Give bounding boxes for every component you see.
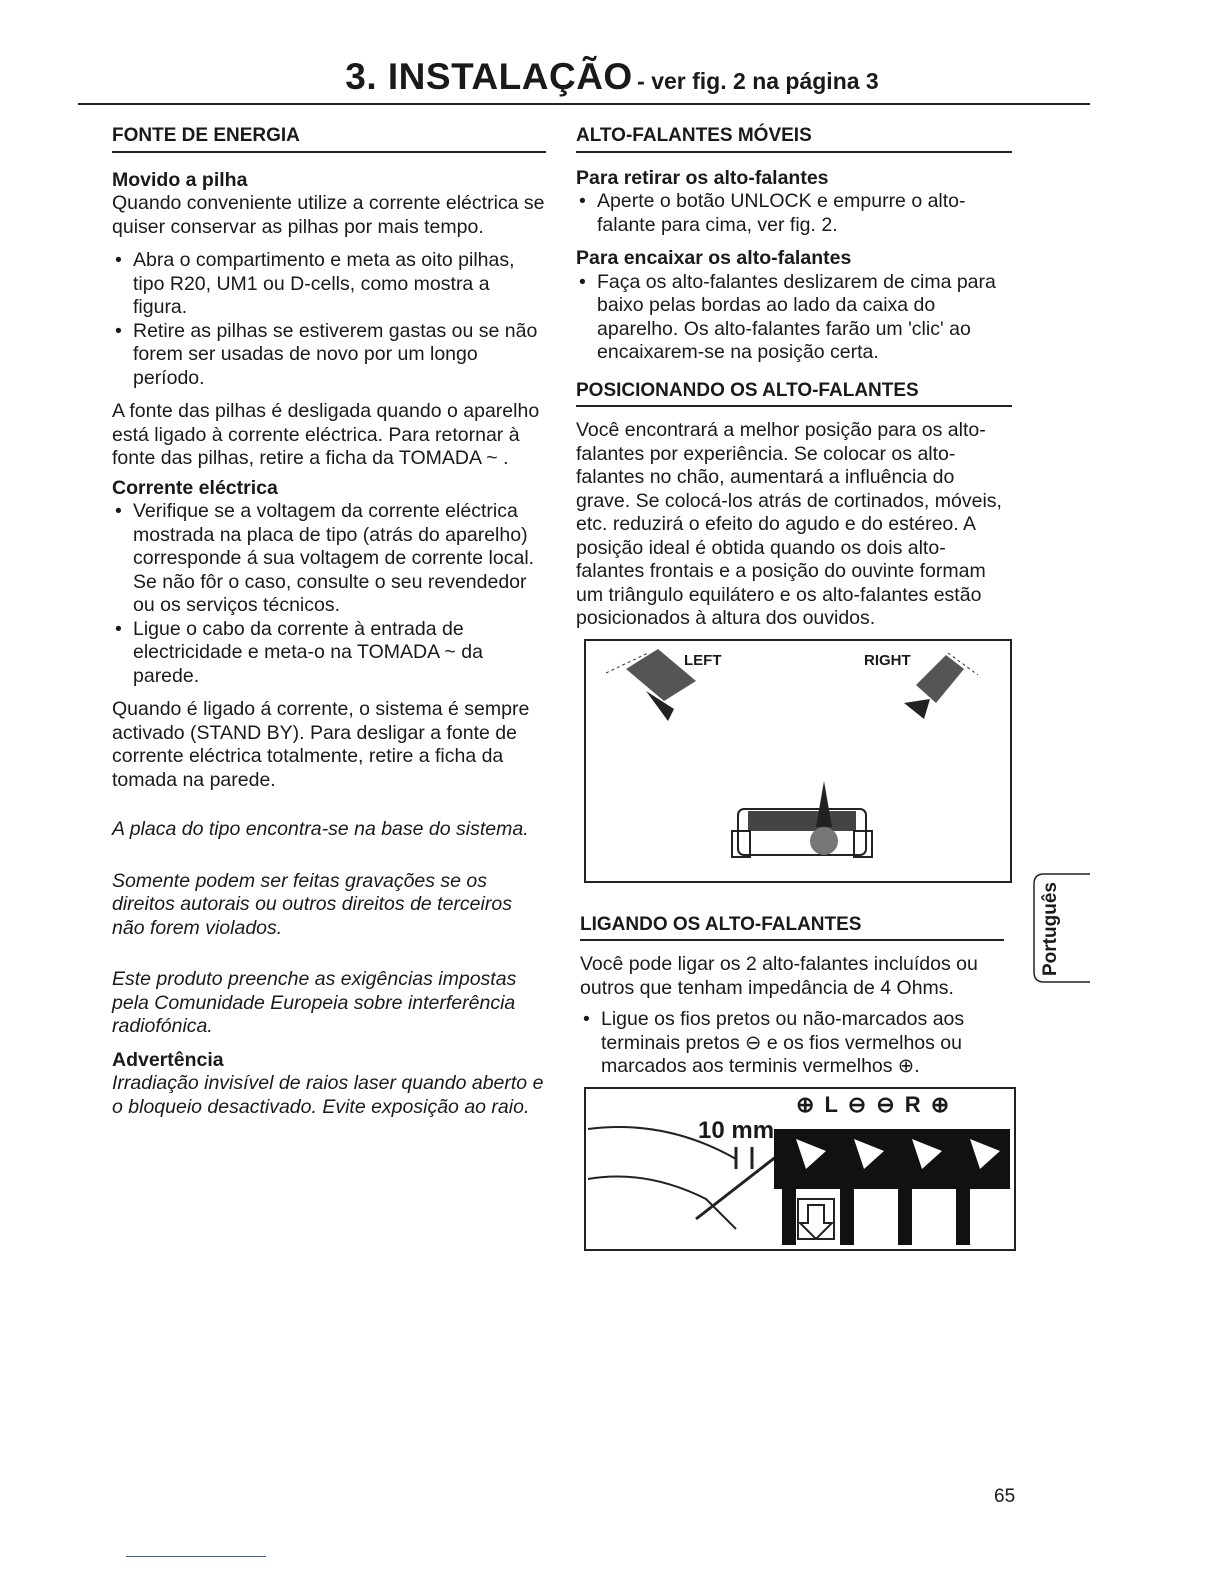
left-speaker-icon [606,649,696,721]
language-tab-label: Português [1040,882,1061,976]
advertencia-text: Irradiação invisível de raios laser quando aberto e o bloqueio desactivado. Evite exposição ao raio. [112,1072,544,1118]
retirar-bullet-list [576,190,1012,237]
list-item: • Verifique se a voltagem da corrente eléctrica mostrada na placa de tipo (atrás do aparelho) corresponde á sua voltagem de corrente local. Se não fôr o caso, consulte o seu revendedor ou os serviços técnicos. [112,500,546,618]
placement-illustration [586,641,1010,881]
pilha-bullet-list [112,249,546,390]
section-heading-fonte: FONTE DE ENERGIA [112,124,546,153]
right-column [576,124,1012,1251]
ligando-bullet-list [580,1008,1012,1079]
list-item: • Ligue os fios pretos ou não-marcados aos terminais pretos ⊖ e os fios vermelhos ou marcados aos terminis vermelhos ⊕. [580,1008,1012,1079]
corrente-note: Quando é ligado á corrente, o sistema é sempre activado (STAND BY). Para desligar a fonte de corrente eléctrica totalmente, retire a ficha da tomada na parede. [112,698,530,791]
section-heading-moveis: ALTO-FALANTES MÓVEIS [576,124,1012,153]
left-column [112,124,546,1127]
subheading-corrente: Corrente eléctrica [112,476,278,499]
title-rule [78,103,1090,105]
list-item: • Aperte o botão UNLOCK e empurre o alto-falante para cima, ver fig. 2. [576,190,1012,237]
strip-length-label: 10 mm [698,1116,775,1144]
italic-note-placa: A placa do tipo encontra-se na base do sistema. [112,818,529,840]
list-item: • Ligue o cabo da corrente à entrada de electricidade e meta-o na TOMADA ~ da parede. [112,618,546,689]
terminal-connection-figure [584,1087,1016,1251]
terminal-block-icon [774,1129,1010,1245]
italic-note-gravacoes: Somente podem ser feitas gravações se os direitos autorais ou outros direitos de terceiros não forem violados. [112,869,512,939]
ligando-text: Você pode ligar os 2 alto-falantes incluídos ou outros que tenham impedância de 4 Ohms. [580,953,978,999]
list-item: • Retire as pilhas se estiverem gastas ou se não forem ser usadas de novo por um longo período. [112,320,546,391]
listener-sofa-icon [732,781,872,857]
press-arrow-icon [798,1199,834,1239]
page-title [0,56,1224,98]
speaker-placement-figure [584,639,1012,883]
posicionando-text: Você encontrará a melhor posição para os alto-falantes por experiência. Se colocar os alto-falantes no chão, aumentará a influência do grave. Se colocá-los atrás de cortinados, móveis, etc. reduzirá o efeito do agudo e do estéreo. A posição ideal é obtida quando os dois alto-falantes frontais e a posição do ouvinte formam um triângulo equilátero e os alto-falantes estão posicionados à altura dos ouvidos. [576,419,1002,629]
fig-right-label: RIGHT [864,651,911,669]
subheading-retirar: Para retirar os alto-falantes [576,166,829,189]
encaixar-bullet-list [576,271,1012,365]
list-item: • Faça os alto-falantes deslizarem de cima para baixo pelas bordas ao lado da caixa do aparelho. Os alto-falantes farão um 'clic' ao encaixarem-se na posição certa. [576,271,1012,365]
footer-rule [126,1556,266,1557]
fig-left-label: LEFT [684,651,722,669]
title-subtitle: - ver fig. 2 na página 3 [637,68,879,94]
title-main: 3. INSTALAÇÃO [345,56,633,97]
section-heading-ligando: LIGANDO OS ALTO-FALANTES [580,913,1004,942]
subheading-advertencia: Advertência [112,1048,224,1071]
list-item: • Abra o compartimento e meta as oito pilhas, tipo R20, UM1 ou D-cells, como mostra a figura. [112,249,546,320]
subheading-encaixar: Para encaixar os alto-falantes [576,247,852,269]
page-number: 65 [994,1486,1016,1507]
terminal-polarity-label: ⊕ L ⊖ ⊖ R ⊕ [796,1091,952,1117]
section-heading-posicionando: POSICIONANDO OS ALTO-FALANTES [576,379,1012,408]
subheading-pilha: Movido a pilha [112,168,248,191]
corrente-bullet-list [112,500,546,688]
pilha-note: A fonte das pilhas é desligada quando o aparelho está ligado à corrente eléctrica. Para retornar à fonte das pilhas, retire a ficha da TOMADA ~ . [112,400,540,469]
italic-note-ce: Este produto preenche as exigências impostas pela Comunidade Europeia sobre interferência radiofónica. [112,968,517,1037]
pilha-intro: Quando conveniente utilize a corrente eléctrica se quiser conservar as pilhas por mais tempo. [112,192,545,238]
right-speaker-icon [904,653,978,719]
